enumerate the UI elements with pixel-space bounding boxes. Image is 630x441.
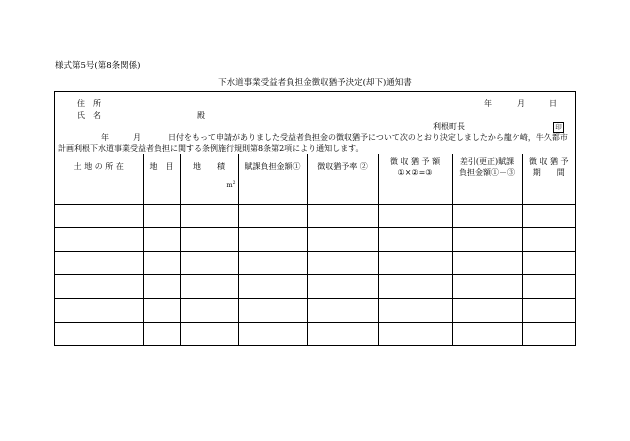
table-cell[interactable] (238, 251, 307, 275)
table-cell[interactable] (378, 275, 452, 299)
table-cell[interactable] (452, 275, 522, 299)
notice-block (55, 92, 575, 154)
table-cell[interactable] (180, 204, 238, 228)
table-cell[interactable] (143, 251, 180, 275)
table-cell[interactable] (180, 181, 238, 204)
column-header-line2: ①×②=③ (397, 167, 433, 177)
date-month: 月 (517, 99, 525, 108)
column-header-line1: 徴 収 猶 予 額 (389, 156, 441, 166)
table-cell[interactable] (307, 181, 378, 204)
column-header-2 (143, 154, 180, 181)
column-header-8 (522, 154, 575, 181)
table-cell[interactable] (55, 181, 143, 204)
table-cell[interactable] (378, 298, 452, 322)
seal-icon: 印 (553, 122, 564, 133)
table-cell[interactable] (55, 251, 143, 275)
table-cell[interactable] (238, 204, 307, 228)
table-cell[interactable] (55, 228, 143, 252)
column-header-1 (55, 154, 143, 181)
table-cell[interactable] (307, 228, 378, 252)
date-year: 年 (484, 99, 492, 108)
table-cell[interactable] (452, 298, 522, 322)
table-cell[interactable] (378, 204, 452, 228)
table-cell[interactable] (180, 228, 238, 252)
table-cell[interactable] (180, 298, 238, 322)
table-cell[interactable] (238, 322, 307, 345)
table-cell[interactable] (522, 275, 575, 299)
column-header-7 (452, 154, 522, 181)
table-cell[interactable] (522, 251, 575, 275)
table-cell[interactable] (307, 204, 378, 228)
notice-month: 月 (133, 133, 141, 142)
table-cell[interactable] (143, 322, 180, 345)
table-cell[interactable] (522, 228, 575, 252)
table-cell[interactable] (238, 298, 307, 322)
table-cell[interactable] (55, 298, 143, 322)
table-cell[interactable] (307, 275, 378, 299)
table-cell[interactable] (452, 251, 522, 275)
date-day: 日 (549, 99, 557, 108)
form-number: 様式第5号(第8条関係) (55, 61, 141, 71)
table-cell[interactable] (143, 298, 180, 322)
column-header-line1: 土 地 の 所 在 (73, 162, 124, 172)
honorific: 殿 (197, 111, 205, 120)
table-cell[interactable] (55, 322, 143, 345)
table-cell[interactable] (143, 204, 180, 228)
document-title: 下水道事業受益者負担金徴収猶予決定(却下)通知書 (218, 78, 412, 88)
table-cell[interactable] (238, 181, 307, 204)
column-header-line1: 徴収猶予率 ② (317, 162, 368, 172)
table-row (55, 251, 575, 275)
column-header-5 (307, 154, 378, 181)
table-cell[interactable] (238, 275, 307, 299)
column-header-line1: 地 目 (149, 162, 174, 172)
table-row (55, 322, 575, 345)
address-label: 住 所 (77, 99, 101, 108)
table-cell[interactable] (238, 228, 307, 252)
table-cell[interactable] (522, 181, 575, 204)
table-row (55, 298, 575, 322)
table-cell[interactable] (378, 228, 452, 252)
table-cell[interactable] (143, 181, 180, 204)
column-header-line2: 負担金額①－③ (459, 167, 515, 177)
area-unit-base: m (226, 181, 233, 190)
decision-table (55, 154, 575, 345)
table-cell[interactable] (143, 275, 180, 299)
issuer-title: 利根町長 (433, 122, 465, 131)
column-header-6 (378, 154, 452, 181)
table-cell[interactable] (378, 181, 452, 204)
table-cell[interactable] (522, 298, 575, 322)
column-header-4 (238, 154, 307, 181)
table-cell[interactable] (307, 251, 378, 275)
notice-text-line2: 計画利根下水道事業受益者負担に関する条例施行規則第8条第2項により通知します。 (58, 144, 364, 153)
table-header-row (55, 154, 575, 181)
table-cell[interactable] (452, 228, 522, 252)
name-label: 氏 名 (77, 111, 101, 120)
area-unit-exponent: 2 (232, 181, 236, 186)
table-cell[interactable] (378, 251, 452, 275)
column-header-line1: 差引(更正)賦課 (459, 156, 515, 166)
table-cell[interactable] (180, 251, 238, 275)
table-cell[interactable] (307, 298, 378, 322)
table-cell[interactable] (180, 322, 238, 345)
table-cell[interactable] (143, 228, 180, 252)
table-row (55, 275, 575, 299)
column-header-line1: 地 積 (193, 162, 225, 172)
form-frame (54, 91, 576, 346)
table-row (55, 204, 575, 228)
area-unit (226, 182, 235, 189)
table-cell[interactable] (55, 204, 143, 228)
table-cell[interactable] (55, 275, 143, 299)
table-row (55, 181, 575, 204)
notice-text-line1: 日付をもって申請がありました受益者負担金の徴収猶予について次のとおり決定しましたから龍ケ崎，牛久都市 (168, 133, 568, 142)
column-header-line2: 期 間 (532, 167, 565, 177)
table-cell[interactable] (452, 181, 522, 204)
table-cell[interactable] (180, 275, 238, 299)
table-cell[interactable] (452, 322, 522, 345)
table-cell[interactable] (522, 322, 575, 345)
table-cell[interactable] (452, 204, 522, 228)
table-cell[interactable] (378, 322, 452, 345)
table-row (55, 228, 575, 252)
column-header-line1: 徴 収 猶 予 (528, 156, 569, 166)
table-cell[interactable] (522, 204, 575, 228)
table-cell[interactable] (307, 322, 378, 345)
column-header-line1: 賦課負担金額① (244, 162, 301, 172)
column-header-3 (180, 154, 238, 181)
notice-year: 年 (101, 133, 109, 142)
